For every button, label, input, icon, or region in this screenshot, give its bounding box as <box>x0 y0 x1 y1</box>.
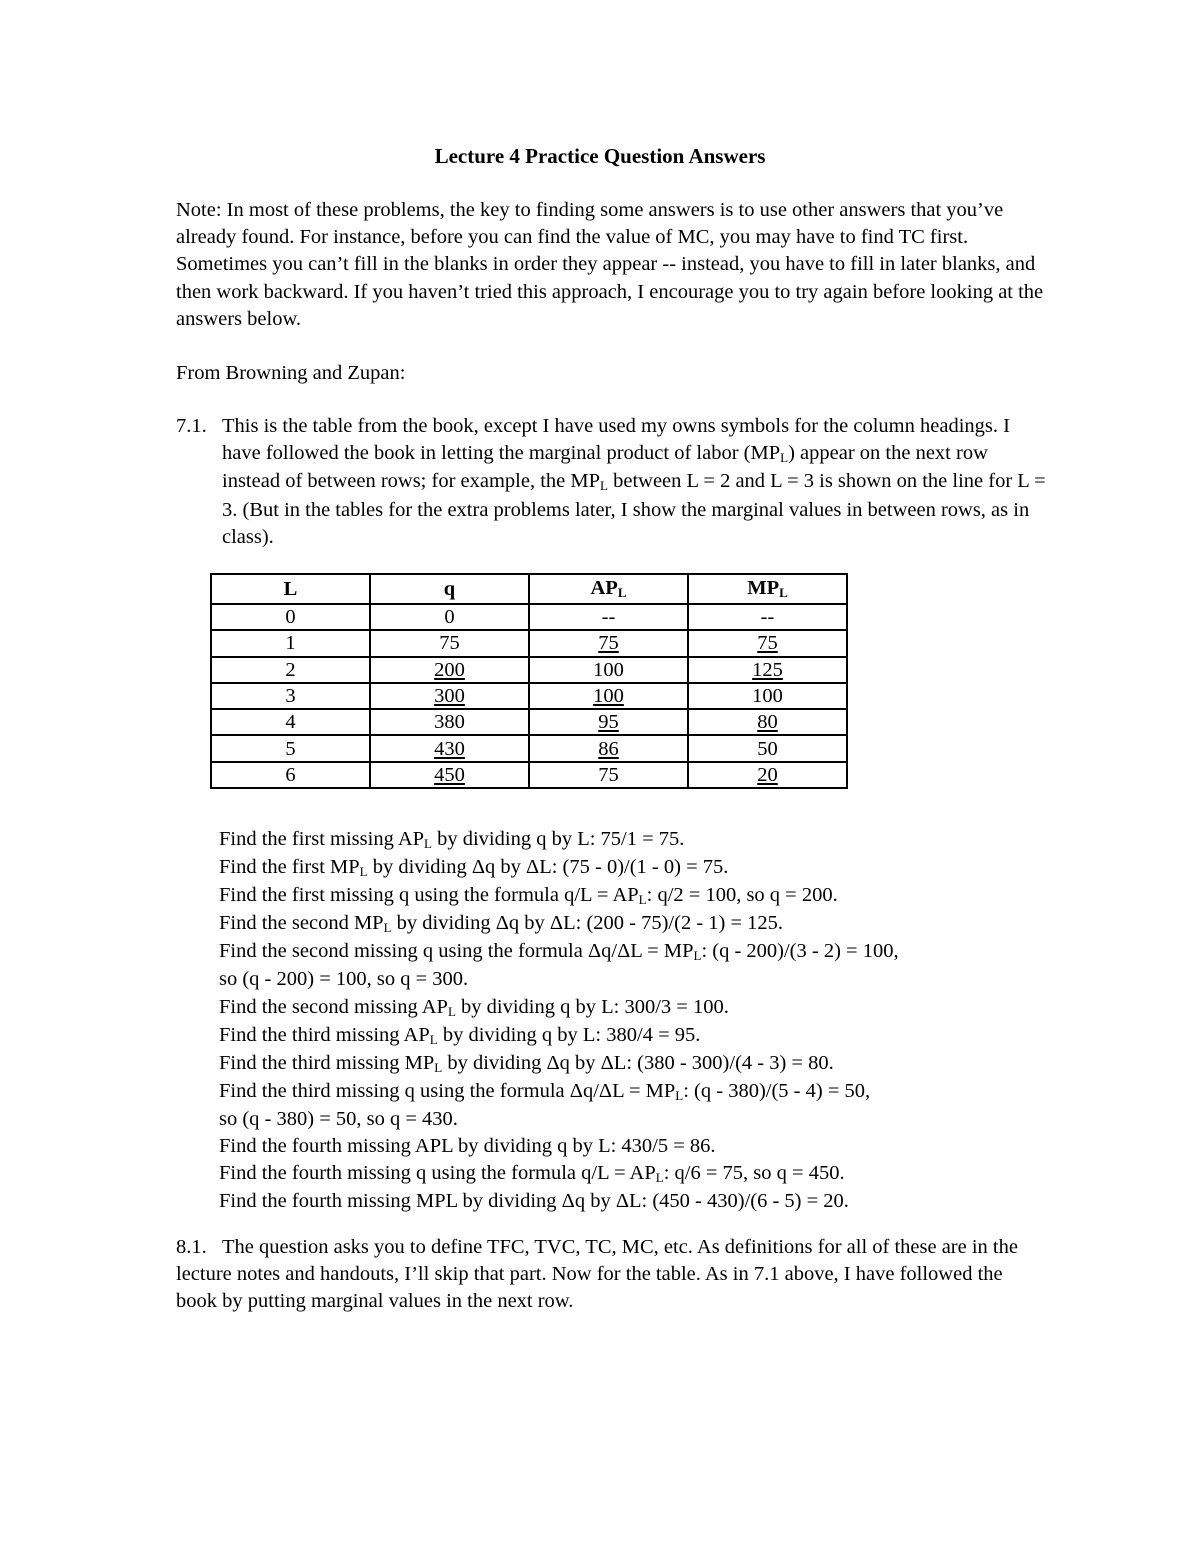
table-cell: 75 <box>370 630 529 656</box>
table-cell: 6 <box>211 762 370 788</box>
question-text: This is the table from the book, except I have used my owns symbols for the column headings. I have followed the book in letting the marginal product of labor $(MP_L)$ appear on the next row instead of between rows; for example, the $MP_L$ between L = 2 and L = 3 is shown on the line for L = 3. (But in the tables for the extra problems later, I show the marginal values in between rows, as in class). <box>222 415 1046 548</box>
column-header: $AP_L$ <box>529 574 688 604</box>
table-cell: -- <box>688 604 847 630</box>
table-cell: 100 <box>688 683 847 709</box>
table-cell: 430 <box>370 735 529 761</box>
solution-step: Find the second missing $AP_L$ by dividing q by L: 300/3 = 100. <box>219 995 729 1019</box>
column-header: $MP_L$ <box>688 574 847 604</box>
table-cell: 2 <box>211 657 370 683</box>
solution-step: so (q - 380) = 50, so q = 430. <box>219 1107 458 1130</box>
table-row <box>211 762 847 788</box>
table-cell: 5 <box>211 735 370 761</box>
table-cell: 95 <box>529 709 688 735</box>
table-cell: -- <box>529 604 688 630</box>
table-row <box>211 735 847 761</box>
table-header-row <box>211 574 847 604</box>
table-cell: 100 <box>529 683 688 709</box>
table-cell: 0 <box>211 604 370 630</box>
question-7-1 <box>176 413 1046 551</box>
solution-step: so (q - 200) = 100, so q = 300. <box>219 968 469 991</box>
table-cell: 300 <box>370 683 529 709</box>
table-cell: 75 <box>529 630 688 656</box>
table-cell: 20 <box>688 762 847 788</box>
question-number: 8.1. <box>176 1236 207 1258</box>
table-row <box>211 683 847 709</box>
solution-step: Find the third missing $AP_L$ by dividing q by L: 380/4 = 95. <box>219 1023 701 1047</box>
table-cell: 380 <box>370 709 529 735</box>
question-number: 7.1. <box>176 415 207 437</box>
solution-step: Find the third missing $MP_L$ by dividing Δq by ΔL: (380 - 300)/(4 - 3) = 80. <box>219 1051 834 1075</box>
table-cell: 0 <box>370 604 529 630</box>
question-text: The question asks you to define TFC, TVC, TC, MC, etc. As definitions for all of these are in the lecture notes and handouts, I’ll skip that part. Now for the table. As in 7.1 above, I have followed the book by putting marginal values in the next row. <box>176 1236 1018 1313</box>
solution-step: Find the second missing q using the formula $\Delta q/\Delta L = MP_L$: (q - 200)/(3 - 2) = 100, <box>219 940 899 964</box>
solution-steps <box>219 826 1049 1215</box>
table-cell: 75 <box>688 630 847 656</box>
table-cell: 200 <box>370 657 529 683</box>
question-8-1 <box>176 1234 1046 1316</box>
solution-step: Find the first $MP_L$ by dividing Δq by ΔL: (75 - 0)/(1 - 0) = 75. <box>219 856 729 880</box>
table-row <box>211 630 847 656</box>
page-title: Lecture 4 Practice Question Answers <box>434 144 766 168</box>
table-row <box>211 657 847 683</box>
solution-step: Find the first missing $AP_L$ by dividing q by L: 75/1 = 75. <box>219 828 685 851</box>
solution-step: Find the second $MP_L$ by dividing Δq by ΔL: (200 - 75)/(2 - 1) = 125. <box>219 912 784 936</box>
note-paragraph: Note: In most of these problems, the key to finding some answers is to use other answers that you’ve already found. For instance, before you can find the value of MC, you may have to find TC first. Sometimes you can’t fill in the blanks in order they appear -- instead, you have to fill in later blanks, and then work backward. If you haven’t tried this approach, I encourage you to try again before looking at the answers below. <box>176 199 1044 330</box>
table-cell: 4 <box>211 709 370 735</box>
column-header: q <box>370 574 529 604</box>
table-cell: 50 <box>688 735 847 761</box>
table-cell: 450 <box>370 762 529 788</box>
table-cell: 75 <box>529 762 688 788</box>
table-cell: 125 <box>688 657 847 683</box>
solution-step: Find the third missing q using the formula $\Delta q/\Delta L = MP_L$: (q - 380)/(5 - 4) = 50, <box>219 1079 871 1103</box>
solution-step: Find the fourth missing APL by dividing q by L: 430/5 = 86. <box>219 1135 716 1158</box>
table-row <box>211 604 847 630</box>
column-header: L <box>211 574 370 604</box>
table-cell: 3 <box>211 683 370 709</box>
solution-step: Find the first missing q using the formula $q/L = AP_L$: q/2 = 100, so q = 200. <box>219 884 838 908</box>
solution-step: Find the fourth missing MPL by dividing Δq by ΔL: (450 - 430)/(6 - 5) = 20. <box>219 1190 849 1213</box>
table-row <box>211 709 847 735</box>
table-cell: 100 <box>529 657 688 683</box>
table-cell: 80 <box>688 709 847 735</box>
table-cell: 1 <box>211 630 370 656</box>
table-cell: 86 <box>529 735 688 761</box>
solution-step: Find the fourth missing q using the formula $q/L = AP_L$: q/6 = 75, so q = 450. <box>219 1162 845 1186</box>
production-table <box>210 573 848 789</box>
source-line: From Browning and Zupan: <box>176 362 406 384</box>
